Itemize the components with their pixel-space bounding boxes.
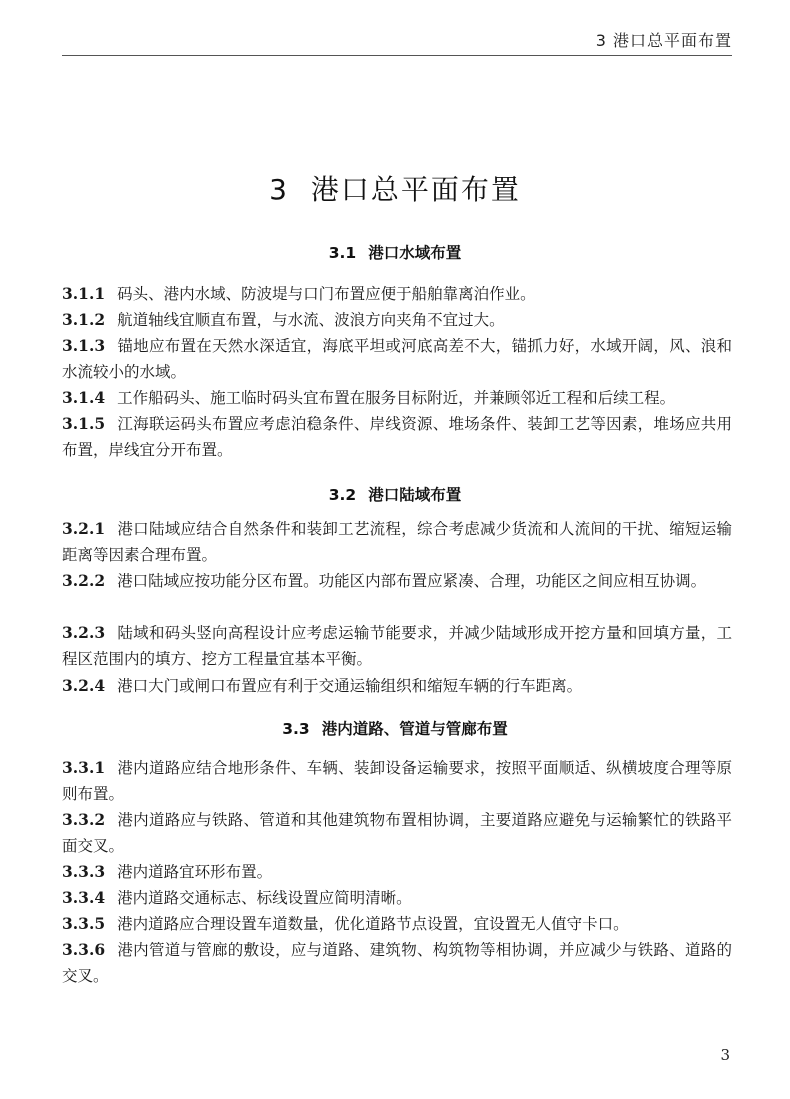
clause-text: 港内道路交通标志、标线设置应简明清晰。 bbox=[117, 889, 412, 907]
clause-number: 3.3.2 bbox=[62, 810, 106, 829]
section-heading bbox=[0, 241, 790, 263]
clause-text: 工作船码头、施工临时码头宜布置在服务目标附近，并兼顾邻近工程和后续工程。 bbox=[117, 389, 676, 407]
clause bbox=[62, 859, 732, 885]
clause-number: 3.2.2 bbox=[62, 571, 106, 590]
clause bbox=[62, 620, 732, 672]
clause-number: 3.3.6 bbox=[62, 940, 106, 959]
section-title: 港口水域布置 bbox=[368, 244, 462, 262]
clause-text: 港内道路应与铁路、管道和其他建筑物布置相协调，主要道路应避免与运输繁忙的铁路平面交叉。 bbox=[62, 811, 732, 855]
clause-text: 港内道路应结合地形条件、车辆、装卸设备运输要求，按照平面顺适、纵横坡度合理等原则布置。 bbox=[62, 759, 732, 803]
chapter-number: 3 bbox=[269, 173, 289, 206]
page-number: 3 bbox=[720, 1046, 730, 1064]
section-title: 港口陆域布置 bbox=[368, 486, 462, 504]
clause-number: 3.3.3 bbox=[62, 862, 106, 881]
clause bbox=[62, 937, 732, 989]
section-number: 3.3 bbox=[282, 720, 310, 738]
clause-text: 港内管道与管廊的敷设，应与道路、建筑物、构筑物等相协调，并应减少与铁路、道路的交叉。 bbox=[62, 941, 732, 985]
clause bbox=[62, 885, 732, 911]
clause-number: 3.1.2 bbox=[62, 310, 106, 329]
clause-text: 锚地应布置在天然水深适宜，海底平坦或河底高差不大，锚抓力好，水域开阔，风、浪和水流较小的水域。 bbox=[62, 337, 732, 381]
clause-text: 港内道路宜环形布置。 bbox=[117, 863, 273, 881]
clause bbox=[62, 307, 732, 333]
clause-number: 3.3.4 bbox=[62, 888, 106, 907]
clause bbox=[62, 755, 732, 807]
clause bbox=[62, 516, 732, 568]
clause-number: 3.2.3 bbox=[62, 623, 106, 642]
clause-text: 港口陆域应按功能分区布置。功能区内部布置应紧凑、合理，功能区之间应相互协调。 bbox=[117, 572, 707, 590]
clause-text: 江海联运码头布置应考虑泊稳条件、岸线资源、堆场条件、装卸工艺等因素，堆场应共用布置，岸线宜分开布置。 bbox=[62, 415, 732, 459]
clause-number: 3.2.1 bbox=[62, 519, 106, 538]
clause bbox=[62, 673, 732, 699]
clause-number: 3.3.5 bbox=[62, 914, 106, 933]
clause-text: 陆域和码头竖向高程设计应考虑运输节能要求，并减少陆域形成开挖方量和回填方量，工程区范围内的填方、挖方工程量宜基本平衡。 bbox=[62, 624, 732, 668]
clause bbox=[62, 411, 732, 463]
clause-number: 3.1.1 bbox=[62, 284, 106, 303]
header-rule bbox=[62, 55, 732, 56]
clause bbox=[62, 568, 732, 594]
section-heading bbox=[0, 483, 790, 505]
clause-number: 3.2.4 bbox=[62, 676, 106, 695]
section-number: 3.1 bbox=[328, 244, 357, 262]
section-heading bbox=[0, 717, 790, 739]
clause-text: 航道轴线宜顺直布置，与水流、波浪方向夹角不宜过大。 bbox=[117, 311, 505, 329]
clause-number: 3.1.4 bbox=[62, 388, 106, 407]
clause bbox=[62, 281, 732, 307]
clause-text: 码头、港内水域、防波堤与口门布置应便于船舶靠离泊作业。 bbox=[117, 285, 536, 303]
clause-number: 3.1.3 bbox=[62, 336, 106, 355]
clause-text: 港口陆域应结合自然条件和装卸工艺流程，综合考虑减少货流和人流间的干扰、缩短运输距离等因素合理布置。 bbox=[62, 520, 732, 564]
clause bbox=[62, 807, 732, 859]
clause-number: 3.1.5 bbox=[62, 414, 106, 433]
clause-number: 3.3.1 bbox=[62, 758, 106, 777]
section-number: 3.2 bbox=[328, 486, 357, 504]
chapter-title bbox=[0, 168, 790, 208]
clause bbox=[62, 385, 732, 411]
section-title: 港内道路、管道与管廊布置 bbox=[321, 720, 508, 738]
clause-text: 港口大门或闸口布置应有利于交通运输组织和缩短车辆的行车距离。 bbox=[117, 677, 583, 695]
clause bbox=[62, 333, 732, 385]
chapter-title-text: 港口总平面布置 bbox=[310, 173, 521, 206]
clause bbox=[62, 911, 732, 937]
running-header: 3 港口总平面布置 bbox=[595, 31, 732, 50]
clause-text: 港内道路应合理设置车道数量，优化道路节点设置，宜设置无人值守卡口。 bbox=[117, 915, 629, 933]
